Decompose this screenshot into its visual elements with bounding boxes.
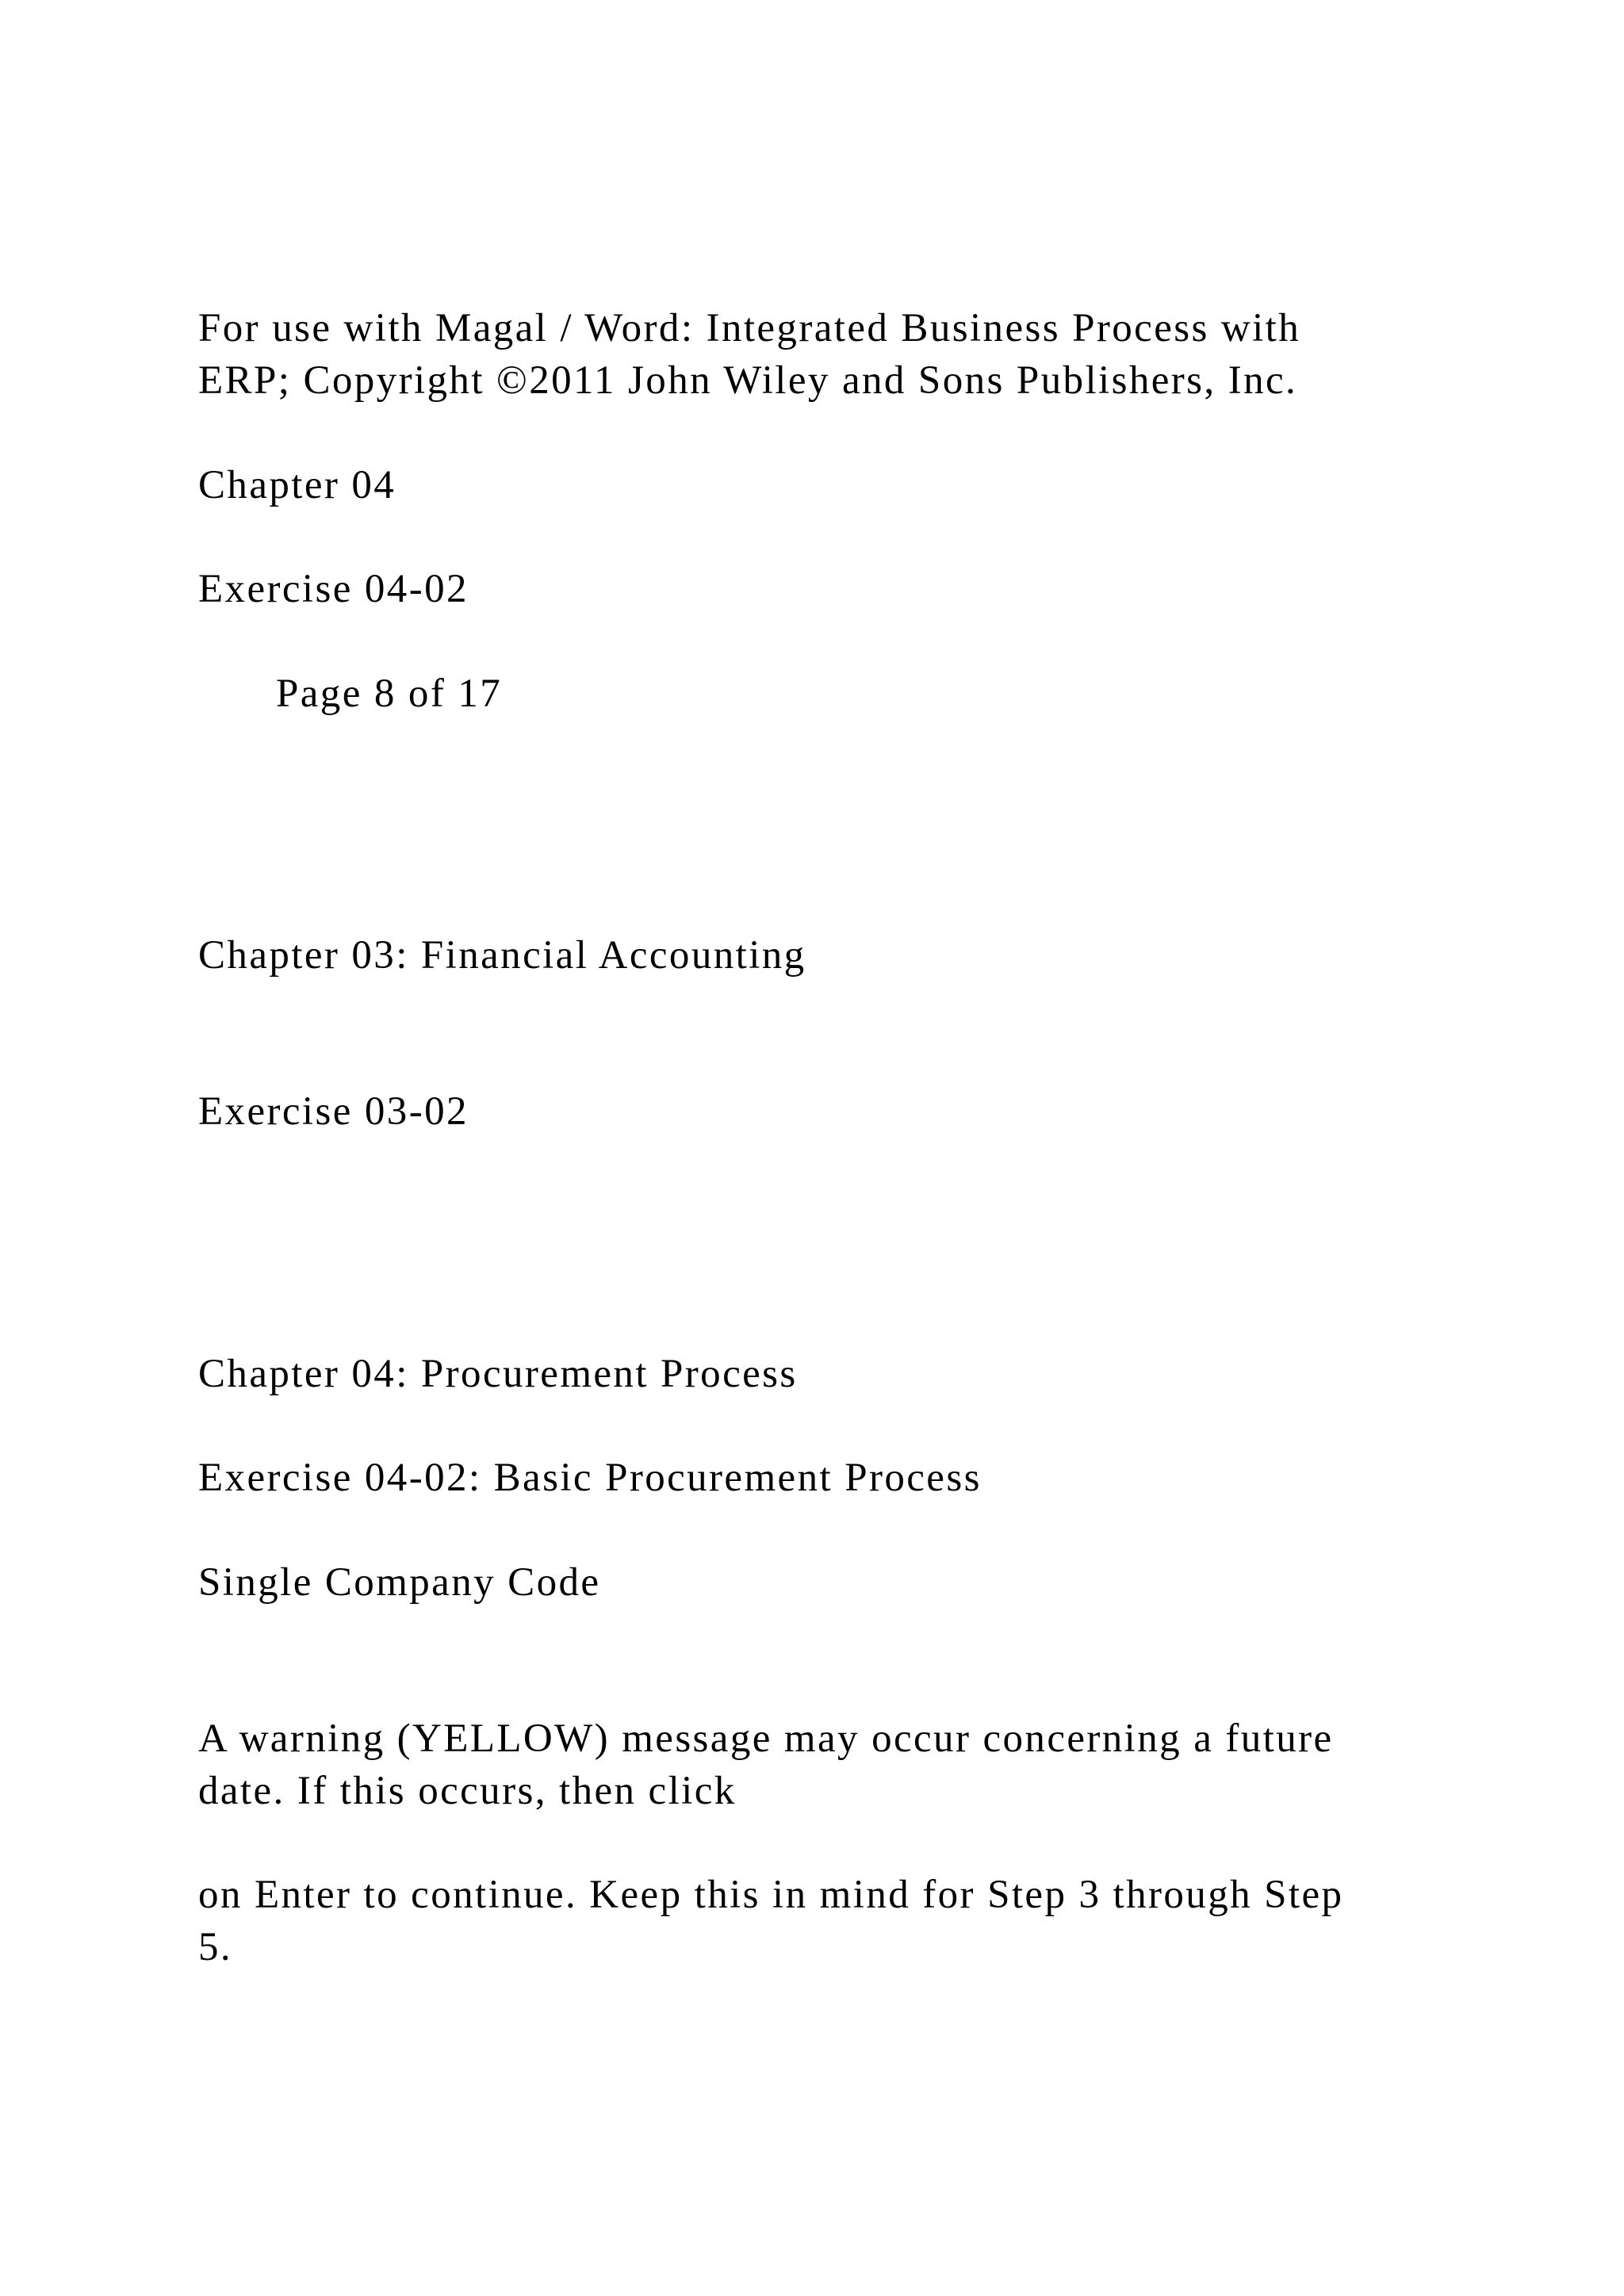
exercise-subtitle: Single Company Code [198, 1560, 601, 1605]
previous-exercise-heading: Exercise 03-02 [198, 1089, 469, 1134]
note-line-1: A warning (YELLOW) message may occur concerning a future [198, 1716, 1334, 1761]
header-line-2: ERP; Copyright ©2011 John Wiley and Sons Publishers, Inc. [198, 358, 1298, 403]
exercise-label: Exercise 04-02 [198, 567, 469, 611]
chapter-label: Chapter 04 [198, 463, 396, 507]
note-line-2: date. If this occurs, then click [198, 1769, 737, 1813]
previous-chapter-heading: Chapter 03: Financial Accounting [198, 933, 806, 978]
page-indicator: Page 8 of 17 [276, 672, 503, 716]
note-line-3: on Enter to continue. Keep this in mind for Step 3 through Step [198, 1873, 1344, 1917]
chapter-heading: Chapter 04: Procurement Process [198, 1352, 798, 1396]
exercise-heading: Exercise 04-02: Basic Procurement Process [198, 1456, 982, 1500]
note-line-4: 5. [198, 1925, 233, 1969]
header-line-1: For use with Magal / Word: Integrated Business Process with [198, 306, 1301, 350]
